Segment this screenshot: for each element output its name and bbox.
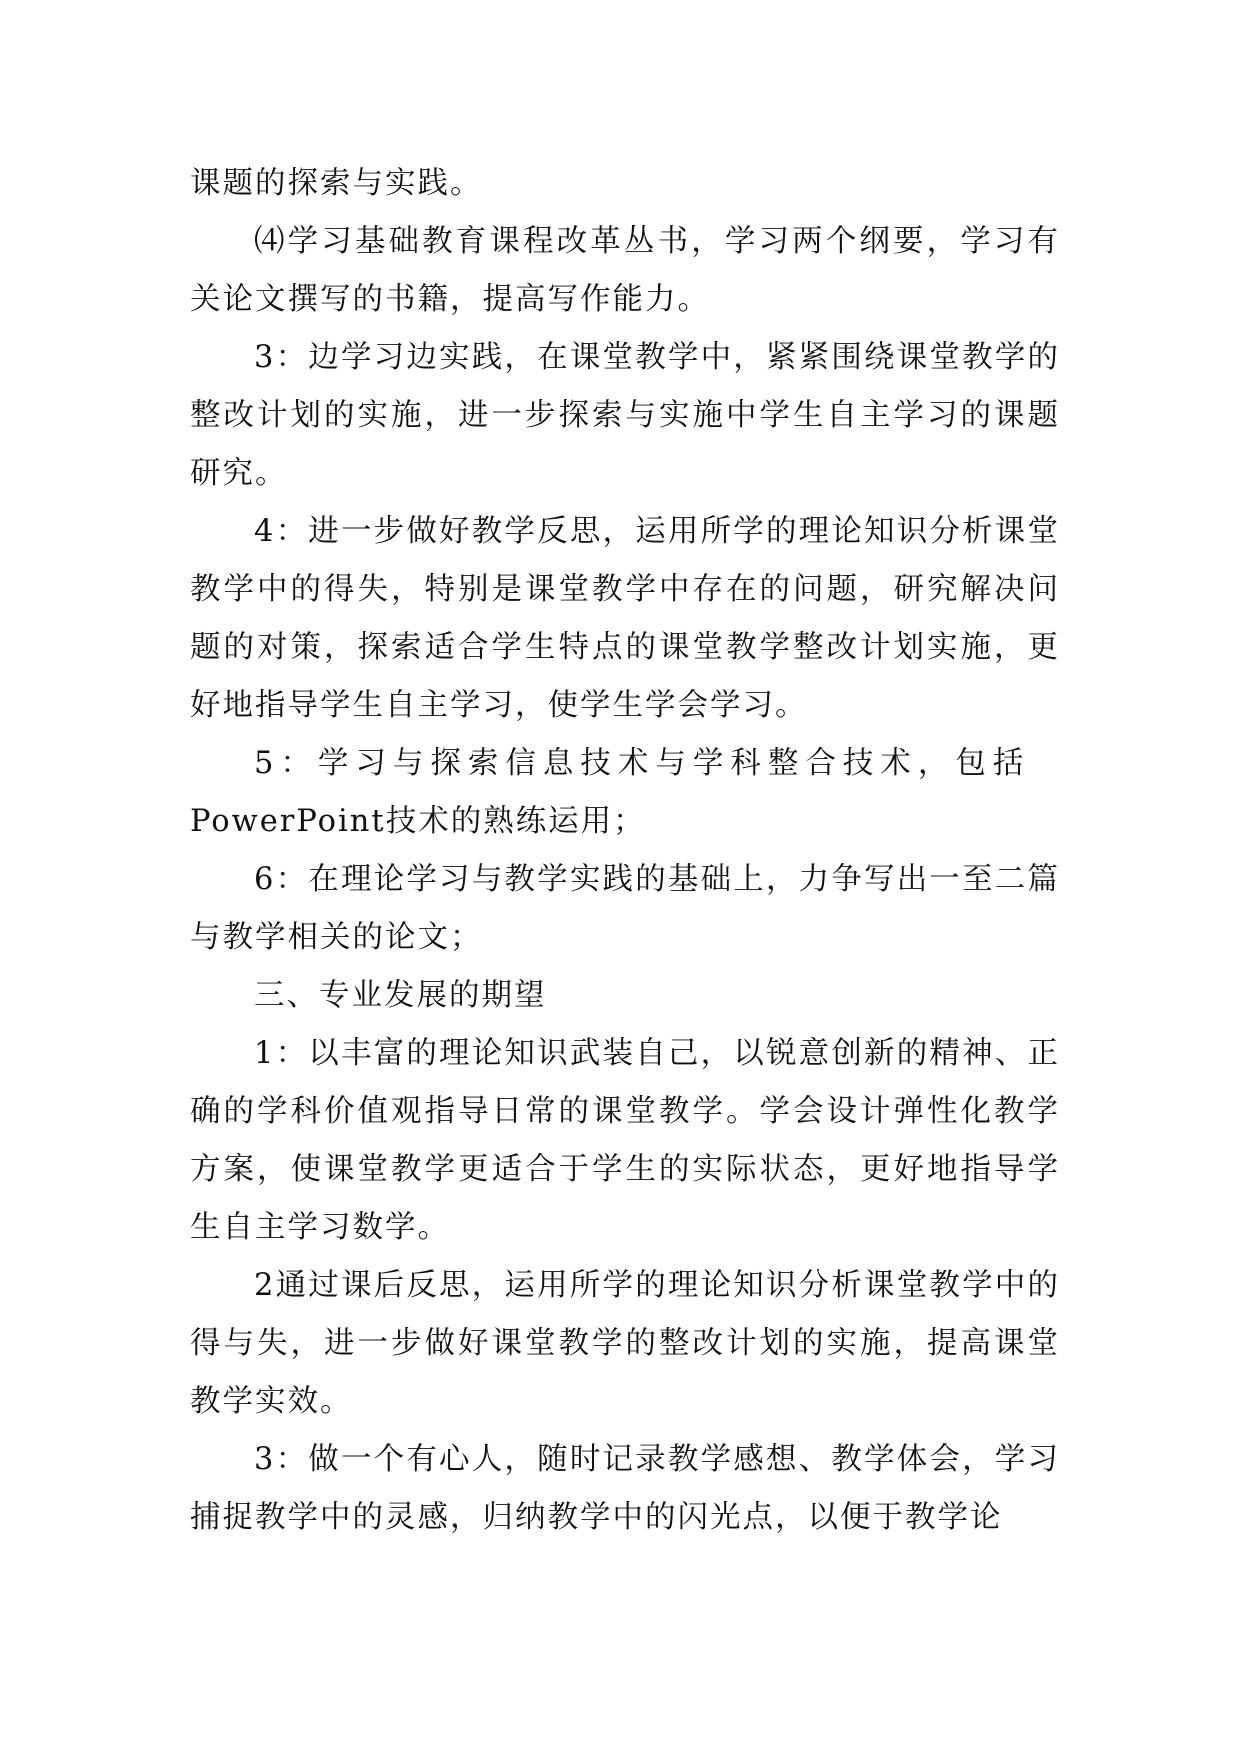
document-body [190, 155, 1060, 1547]
paragraph-4: 4：进一步做好教学反思，运用所学的理论知识分析课堂教学中的得失，特别是课堂教学中存在的问题，研究解决问题的对策，探索适合学生特点的课堂教学整改计划实施，更好地指导学生自主学习，使学生学会学习。 [190, 514, 1060, 723]
paragraph-5-continued: PowerPoint技术的熟练运用； [190, 804, 646, 839]
paragraph-1: 课题的探索与实践。 [190, 166, 483, 201]
paragraph-8: 2通过课后反思，运用所学的理论知识分析课堂教学中的得与失，进一步做好课堂教学的整改计划的实施，提高课堂教学实效。 [190, 1268, 1060, 1419]
paragraph-3: 3：边学习边实践，在课堂教学中，紧紧围绕课堂教学的整改计划的实施，进一步探索与实施中学生自主学习的课题研究。 [190, 340, 1060, 491]
paragraph-9: 3：做一个有心人，随时记录教学感想、教学体会，学习捕捉教学中的灵感，归纳教学中的闪光点，以便于教学论 [190, 1442, 1060, 1535]
paragraph-6: 6：在理论学习与教学实践的基础上，力争写出一至二篇与教学相关的论文； [190, 862, 1060, 955]
paragraph-5: 5：学习与探索信息技术与学科整合技术，包括 [254, 746, 1031, 781]
paragraph-7: 1：以丰富的理论知识武装自己，以锐意创新的精神、正确的学科价值观指导日常的课堂教学。学会设计弹性化教学方案，使课堂教学更适合于学生的实际状态，更好地指导学生自主学习数学。 [190, 1036, 1060, 1245]
section-heading: 三、专业发展的期望 [254, 978, 547, 1013]
paragraph-2: ⑷学习基础教育课程改革丛书，学习两个纲要，学习有关论文撰写的书籍，提高写作能力。 [190, 224, 1060, 317]
